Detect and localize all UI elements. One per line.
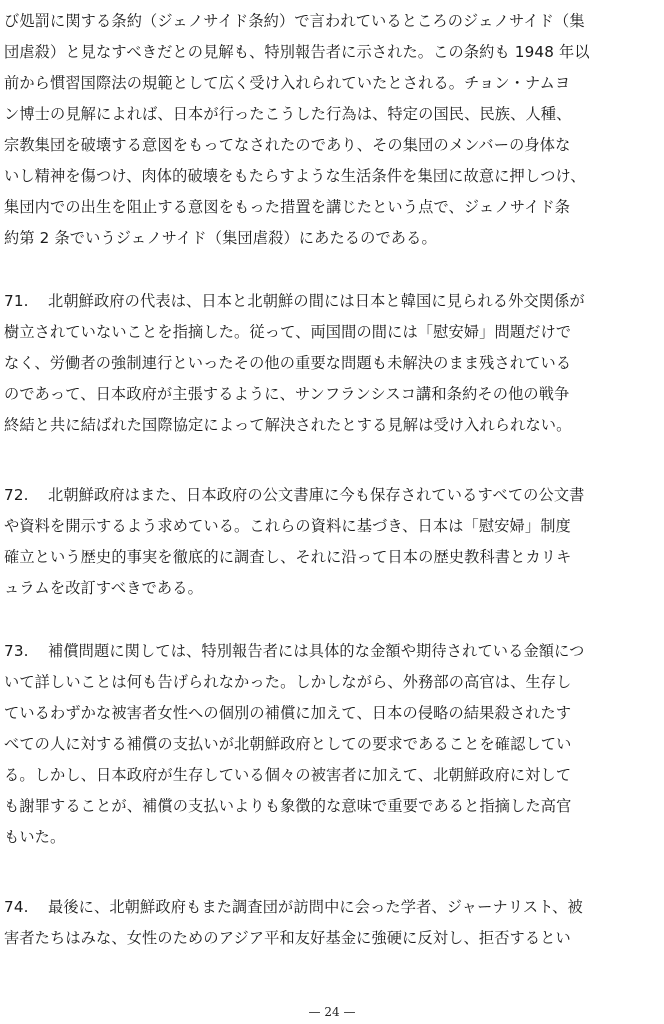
page-number: — 24 —: [308, 1005, 356, 1019]
text-line: 確立という歴史的事実を徹底的に調査し、それに沿って日本の歴史教科書とカリキ: [4, 548, 572, 566]
text-line: 集団内での出生を阻止する意図をもった措置を講じたという点で、ジェノサイド条: [4, 198, 571, 216]
text-line: なく、労働者の強制連行といったその他の重要な問題も未解決のまま残されている: [4, 354, 572, 372]
text-span: 北朝鮮政府はまた、日本政府の公文書庫に今も保存されているすべての公文書: [48, 486, 585, 504]
paragraph-number: 72.: [4, 486, 29, 504]
text-line: も謝罪することが、補償の支払いよりも象徴的な意味で重要であると指摘した高官: [4, 797, 572, 815]
text-line: や資料を開示するよう求めている。これらの資料に基づき、日本は「慰安婦」制度: [4, 517, 571, 535]
text-line: [4, 480, 660, 511]
text-line: [4, 636, 660, 667]
text-line: ュラムを改訂すべきである。: [4, 579, 203, 597]
text-line: ン博士の見解によれば、日本が行ったこうした行為は、特定の国民、民族、人種、: [4, 105, 572, 123]
text-span: 最後に、北朝鮮政府もまた調査団が訪問中に会った学者、ジャーナリスト、被: [48, 898, 583, 916]
text-line: いし精神を傷つけ、肉体的破壊をもたらすような生活条件を集団に故意に押しつけ、: [4, 167, 586, 185]
text-line: ているわずかな被害者女性への個別の補償に加えて、日本の侵略の結果殺されたす: [4, 704, 572, 722]
intro-paragraph: [4, 6, 660, 254]
text-line: [4, 286, 660, 317]
text-line: べての人に対する補償の支払いが北朝鮮政府としての要求であることを確認してい: [4, 735, 572, 753]
paragraph-72: [4, 480, 660, 604]
text-line: いて詳しいことは何も告げられなかった。しかしながら、外務部の高官は、生存し: [4, 673, 572, 691]
paragraph-number: 74.: [4, 898, 29, 916]
paragraph-71: [4, 286, 660, 441]
text-span: 補償問題に関しては、特別報告者には具体的な金額や期待されている金額につ: [48, 642, 585, 660]
text-line: のであって、日本政府が主張するように、サンフランシスコ講和条約その他の戦争: [4, 385, 570, 403]
text-line: る。しかし、日本政府が生存している個々の被害者に加えて、北朝鮮政府に対して: [4, 766, 572, 784]
paragraph-number: 73.: [4, 642, 29, 660]
text-line: 宗教集団を破壊する意図をもってなされたのであり、その集団のメンバーの身体な: [4, 136, 571, 154]
text-line: 団虐殺）と見なすべきだとの見解も、特別報告者に示された。この条約も 1948 年以: [4, 43, 590, 61]
text-line: 樹立されていないことを指摘した。従って、両国間の間には「慰安婦」問題だけで: [4, 323, 572, 341]
text-line: 害者たちはみな、女性のためのアジア平和友好基金に強硬に反対し、拒否するとい: [4, 929, 571, 947]
text-line: [4, 892, 660, 923]
paragraph-number: 71.: [4, 292, 29, 310]
text-line: もいた。: [4, 828, 66, 846]
text-line: び処罰に関する条約（ジェノサイド条約）で言われているところのジェノサイド（集: [4, 12, 585, 30]
text-line: 約第 2 条でいうジェノサイド（集団虐殺）にあたるのである。: [4, 229, 437, 247]
text-line: 前から慣習国際法の規範として広く受け入れられていたとされる。チョン・ナムヨ: [4, 74, 571, 92]
text-line: 終結と共に結ばれた国際協定によって解決されたとする見解は受け入れられない。: [4, 416, 572, 434]
text-span: 北朝鮮政府の代表は、日本と北朝鮮の間には日本と韓国に見られる外交関係が: [48, 292, 585, 310]
paragraph-73: [4, 636, 660, 853]
paragraph-74: [4, 892, 660, 954]
